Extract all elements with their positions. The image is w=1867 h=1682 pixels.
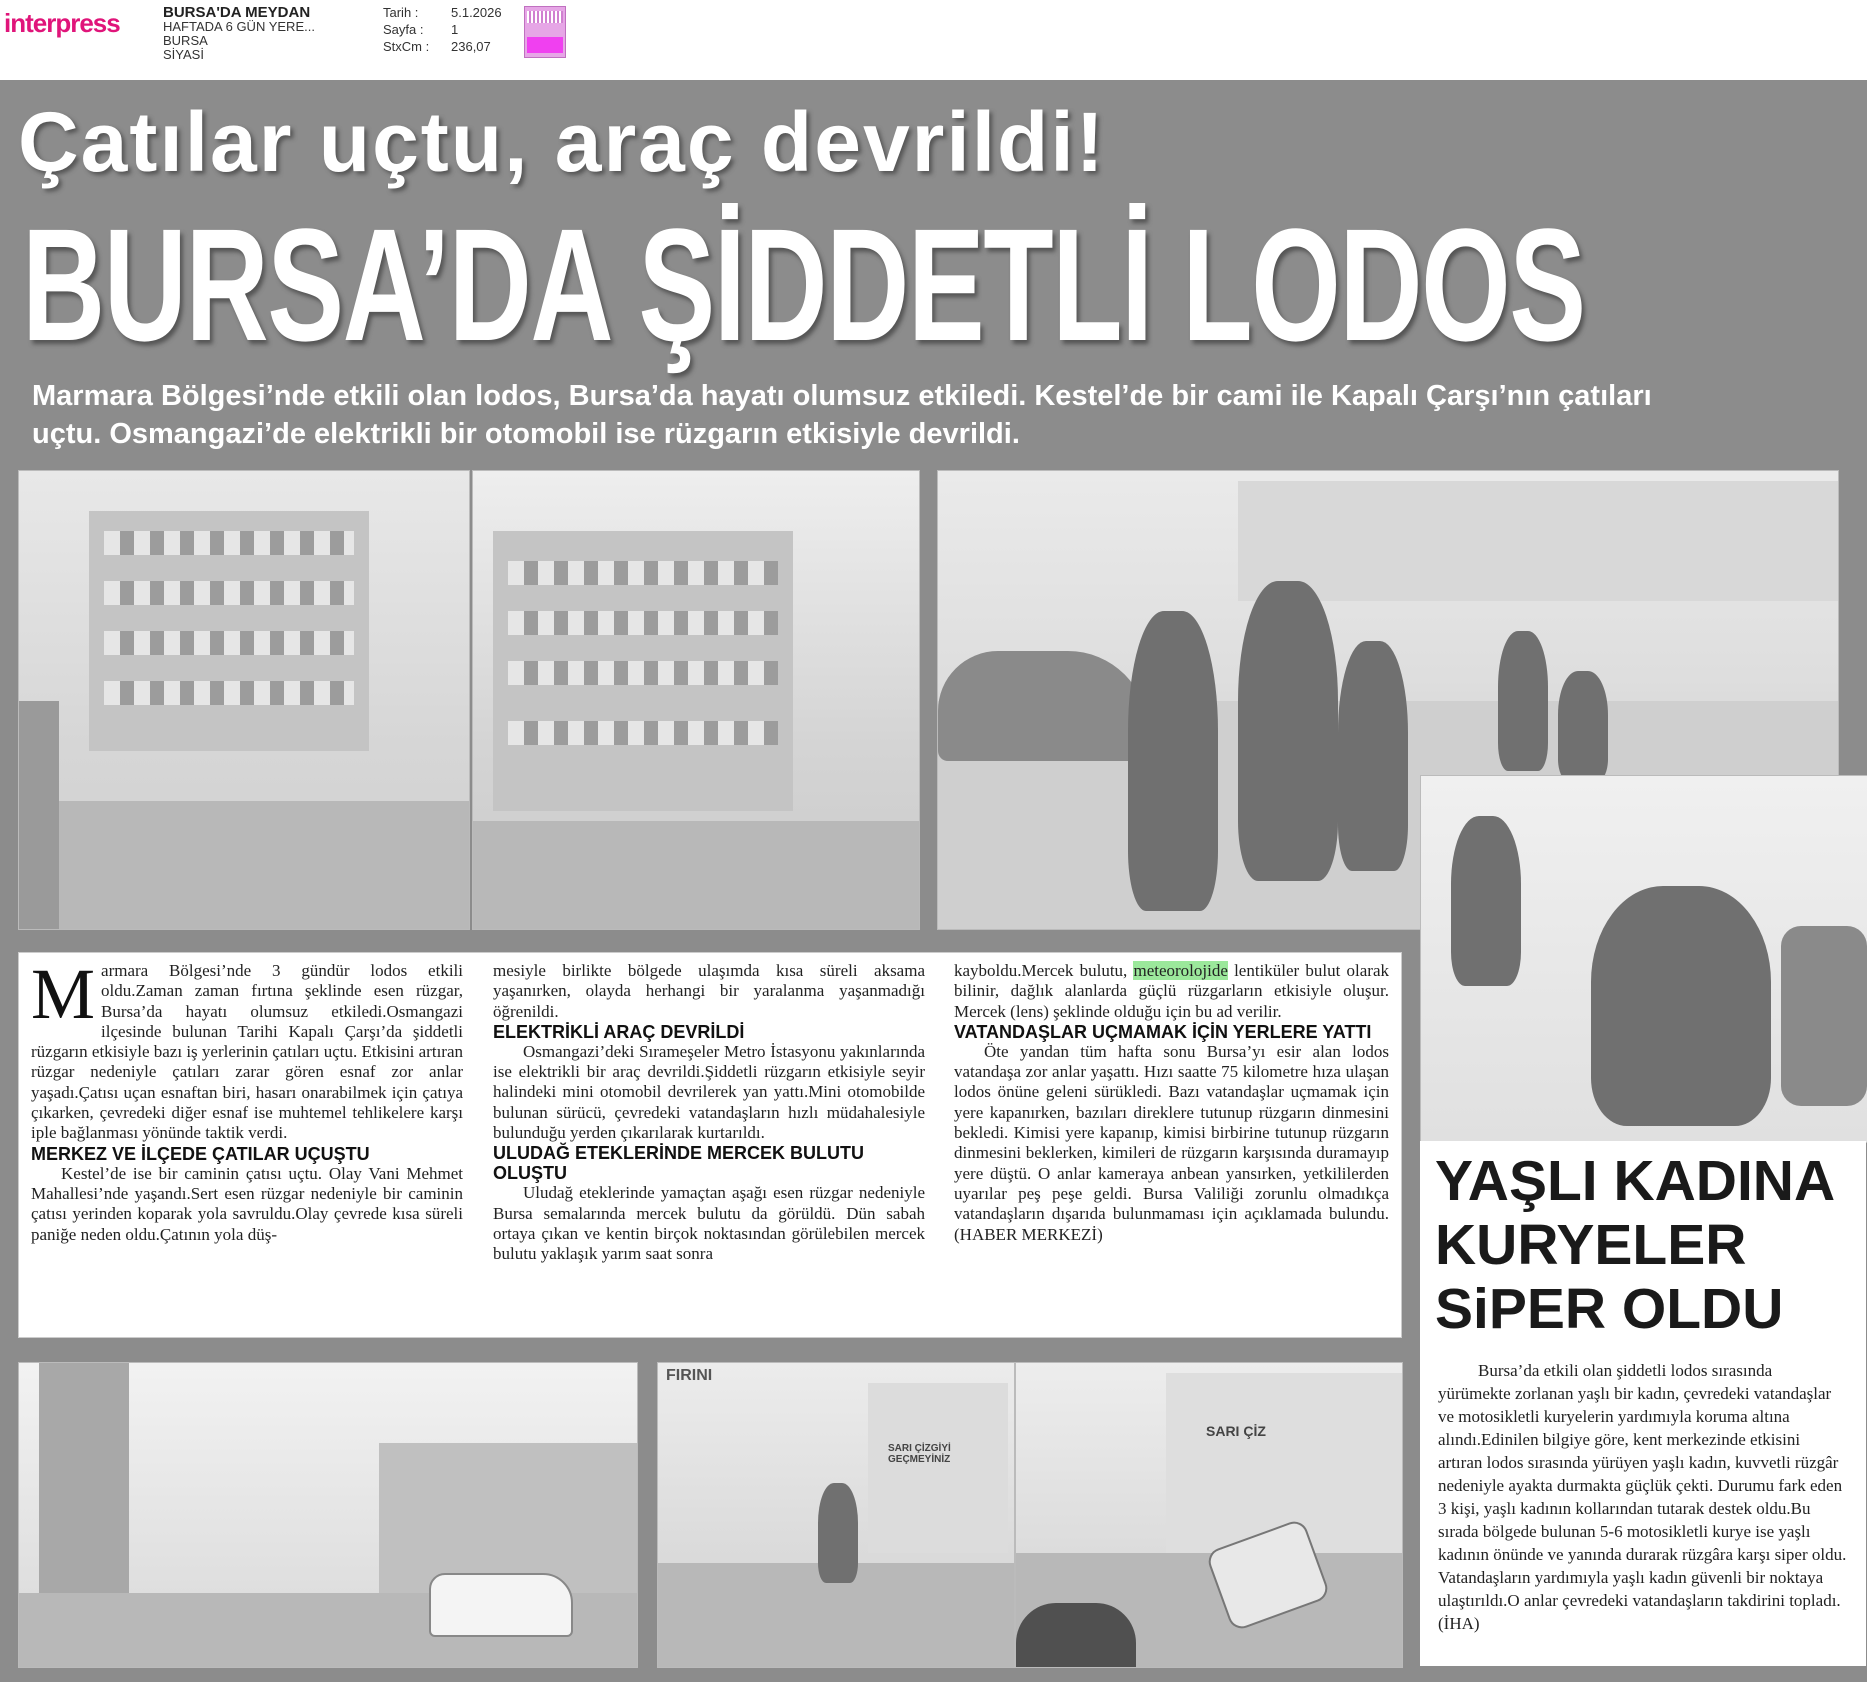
photo-overturned-car-2 bbox=[1015, 1362, 1403, 1668]
subheading-vatandaslar: VATANDAŞLAR UÇMAMAK İÇİN YERLERE YATTI bbox=[954, 1021, 1372, 1042]
article-column-3 bbox=[954, 961, 1389, 1245]
station-sign-2: SARI ÇİZ bbox=[1206, 1423, 1266, 1439]
paragraph-4-start: Uludağ eteklerinde yamaçtan aşağı esen rüzgar nedeniyle Bursa semalarında mercek bulutu da görüldü. Dün sabah ortaya çıkan ve kentin birçok noktasından görülebilen mercek bulutu yaklaşık yarım saat sonra bbox=[493, 1183, 925, 1264]
color-swatch bbox=[524, 6, 566, 58]
stxcm-label: StxCm : bbox=[383, 39, 430, 54]
article-paragraph-5: Öte yandan tüm hafta sonu Bursa’yı esir alan lodos vatandaşa zor anlar yaşattı. Hızı saatte 75 kilometre hıza ulaşan lodos önüne geleni sürükledi. Bazı vatandaşlar uçmamak için yere kapanırken, bazıları direklere tutunup rüzgarın dinmesini bekledi. Kimisi yere kapanıp, kimisi birbirine tutunup rüzgarın dinmesini beklerken, kimileri de rüzgarın karşısında duramayıp yere düştü. O anlar kameraya anbean yansırken, yetkililerden uyarılar peş peşe geldi. Bursa Valiliği zorunlu olmadıkça vatandaşların dışarıda bulunmaması için açıklamada bulundu.(HABER MERKEZİ) bbox=[954, 1041, 1389, 1244]
station-sign: SARI ÇİZGİYİ GEÇMEYİNİZ bbox=[888, 1443, 951, 1465]
headline-lede: Marmara Bölgesi’nde etkili olan lodos, Bursa’da hayatı olumsuz etkiledi. Kestel’de bir cami ile Kapalı Çarşı’nın çatıları uçtu. Osmangazi’de elektrikli bir otomobil ise rüzgarın etkisiyle devrildi. bbox=[32, 380, 1652, 450]
sidebar-paragraph: Bursa’da etkili olan şiddetli lodos sırasında yürümekte zorlanan yaşlı bir kadın, çevredeki vatandaşlar ve motosikletli kuryelerin yardımıyla koruma altına alındı.Edinilen bilgiye göre, kent merkezinde etkisini artıran lodos sırasında yürüyen yaşlı kadın, kuvvetli rüzgâr nedeniyle ayakta durmakta güçlük çekti. Durumu fark eden 3 kişi, yaşlı kadının kollarından tutarak destek oldu.Bu sırada bölgede bulunan 5-6 motosikletli kurye ise yaşlı kadının önünde ve yanında durarak rüzgâra karşı siper oldu. Vatandaşların yardımıyla yaşlı kadın güvenli bir noktaya ulaştırıldı.O anlar çevredeki vatandaşların takdirini topladı.(İHA) bbox=[1438, 1361, 1847, 1633]
interpress-logo: interpress bbox=[4, 8, 120, 38]
subheading-arac: ELEKTRİKLİ ARAÇ DEVRİLDİ bbox=[493, 1021, 745, 1042]
publication-city: BURSA bbox=[163, 33, 208, 48]
clipping-header bbox=[0, 0, 1867, 80]
publication-name: BURSA'DA MEYDAN bbox=[163, 4, 311, 21]
drop-cap: M bbox=[31, 954, 96, 1034]
sidebar-story bbox=[1420, 1141, 1866, 1666]
subheading-uludag: ULUDAĞ ETEKLERİNDE MERCEK BULUTU OLUŞTU bbox=[493, 1143, 864, 1184]
page-label: Sayfa : bbox=[383, 22, 424, 37]
subheading-merkez: MERKEZ VE İLÇEDE ÇATILAR UÇUŞTU bbox=[31, 1143, 370, 1164]
publication-frequency: HAFTADA 6 GÜN YERE... bbox=[163, 19, 315, 34]
photo-roof-debris-1 bbox=[18, 470, 470, 930]
publication-category: SİYASİ bbox=[163, 47, 204, 62]
article-column-2 bbox=[493, 961, 925, 1265]
sidebar-title-line-3: SiPER OLDU bbox=[1435, 1277, 1784, 1341]
photo-roof-debris-2 bbox=[472, 470, 920, 930]
stxcm-value: 236,07 bbox=[451, 39, 491, 54]
date-value: 5.1.2026 bbox=[451, 5, 502, 20]
article-column-1 bbox=[31, 954, 463, 1245]
article-paragraph-3: Osmangazi’deki Sırameşeler Metro İstasyonu yakınlarında ise elektrikli bir araç devrildi.Şiddetli rüzgarın etkisiyle seyir halindeki mini otomobil devrilerek yan yattı.Mini otomobilde bulunan sürücü, çevredeki vatandaşların hızlı müdahalesiyle bulunduğu yerden çıkarılarak kurtarıldı. bbox=[493, 1041, 925, 1143]
main-article bbox=[18, 952, 1402, 1338]
article-paragraph-1: armara Bölgesi’nde 3 gündür lodos etkili oldu.Zaman zaman fırtına şeklinde esen rüzgar, Bursa’da hayatı olumsuz etkiledi.Osmangazi ilçesinde bulunan Tarihi Kapalı Çarşı’da şiddetli rüzgarın etkisiyle bazı iş yerlerinin çatıları uçtu. Etkisini artıran rüzgar nedeniyle çatıları zarar gören esnaf zor anlar yaşadı.Çatısı uçan esnaftan biri, hasarı onarabilmek için çatıya çıkarken, çevredeki diğer esnaf ise muhtemel tehlikelere karşı iple bağlanması yönünde taktik verdi. bbox=[31, 961, 463, 1143]
page-value: 1 bbox=[451, 22, 459, 37]
article-paragraph-2a: Kestel’de ise bir caminin çatısı uçtu. Olay Vani Mehmet Mahallesi’nde yaşandı.Sert esen rüzgar nedeniyle bir caminin çatısı yerinden koparak yola savruldu.Olay çevrede kısa süreli paniğe neden oldu.Çatının yola düş- bbox=[31, 1163, 463, 1244]
sidebar-title bbox=[1435, 1149, 1865, 1341]
sidebar-body bbox=[1438, 1359, 1848, 1635]
clipping-meta bbox=[383, 4, 502, 55]
photo-overturned-car-1 bbox=[657, 1362, 1015, 1668]
date-label: Tarih : bbox=[383, 5, 419, 20]
shop-sign: FIRINI bbox=[666, 1367, 713, 1384]
headline-main: BURSA’DA ŞİDDETLİ LODOS bbox=[22, 195, 1585, 374]
article-paragraph-4 bbox=[493, 1183, 925, 1264]
photo-street-van bbox=[18, 1362, 638, 1668]
sidebar-title-line-1: YAŞLI KADINA bbox=[1435, 1149, 1836, 1213]
sidebar-title-line-2: KURYELER bbox=[1435, 1213, 1747, 1277]
paragraph-4-end: lentiküler bulut olarak bilinir, dağlık alanlarda güçlü rüzgarların etkisiyle oluşur. Mercek (lens) şeklinde olduğu için bu ad verilir. bbox=[954, 961, 1389, 1021]
photo-couriers-shield-woman bbox=[1420, 775, 1867, 1143]
headline-kicker: Çatılar uçtu, araç devrildi! bbox=[18, 95, 1106, 189]
article-paragraph-2b: mesiyle birlikte bölgede ulaşımda kısa süreli aksama yaşanırken, olayda herhangi bir yaralanma yaşanmadığı öğrenildi. bbox=[493, 961, 925, 1021]
article-paragraph-4b bbox=[954, 961, 1389, 1022]
publication-meta bbox=[163, 6, 315, 62]
highlighted-word: meteorolojide bbox=[1133, 961, 1228, 980]
paragraph-4-continued: kayboldu.Mercek bulutu, bbox=[954, 961, 1134, 980]
